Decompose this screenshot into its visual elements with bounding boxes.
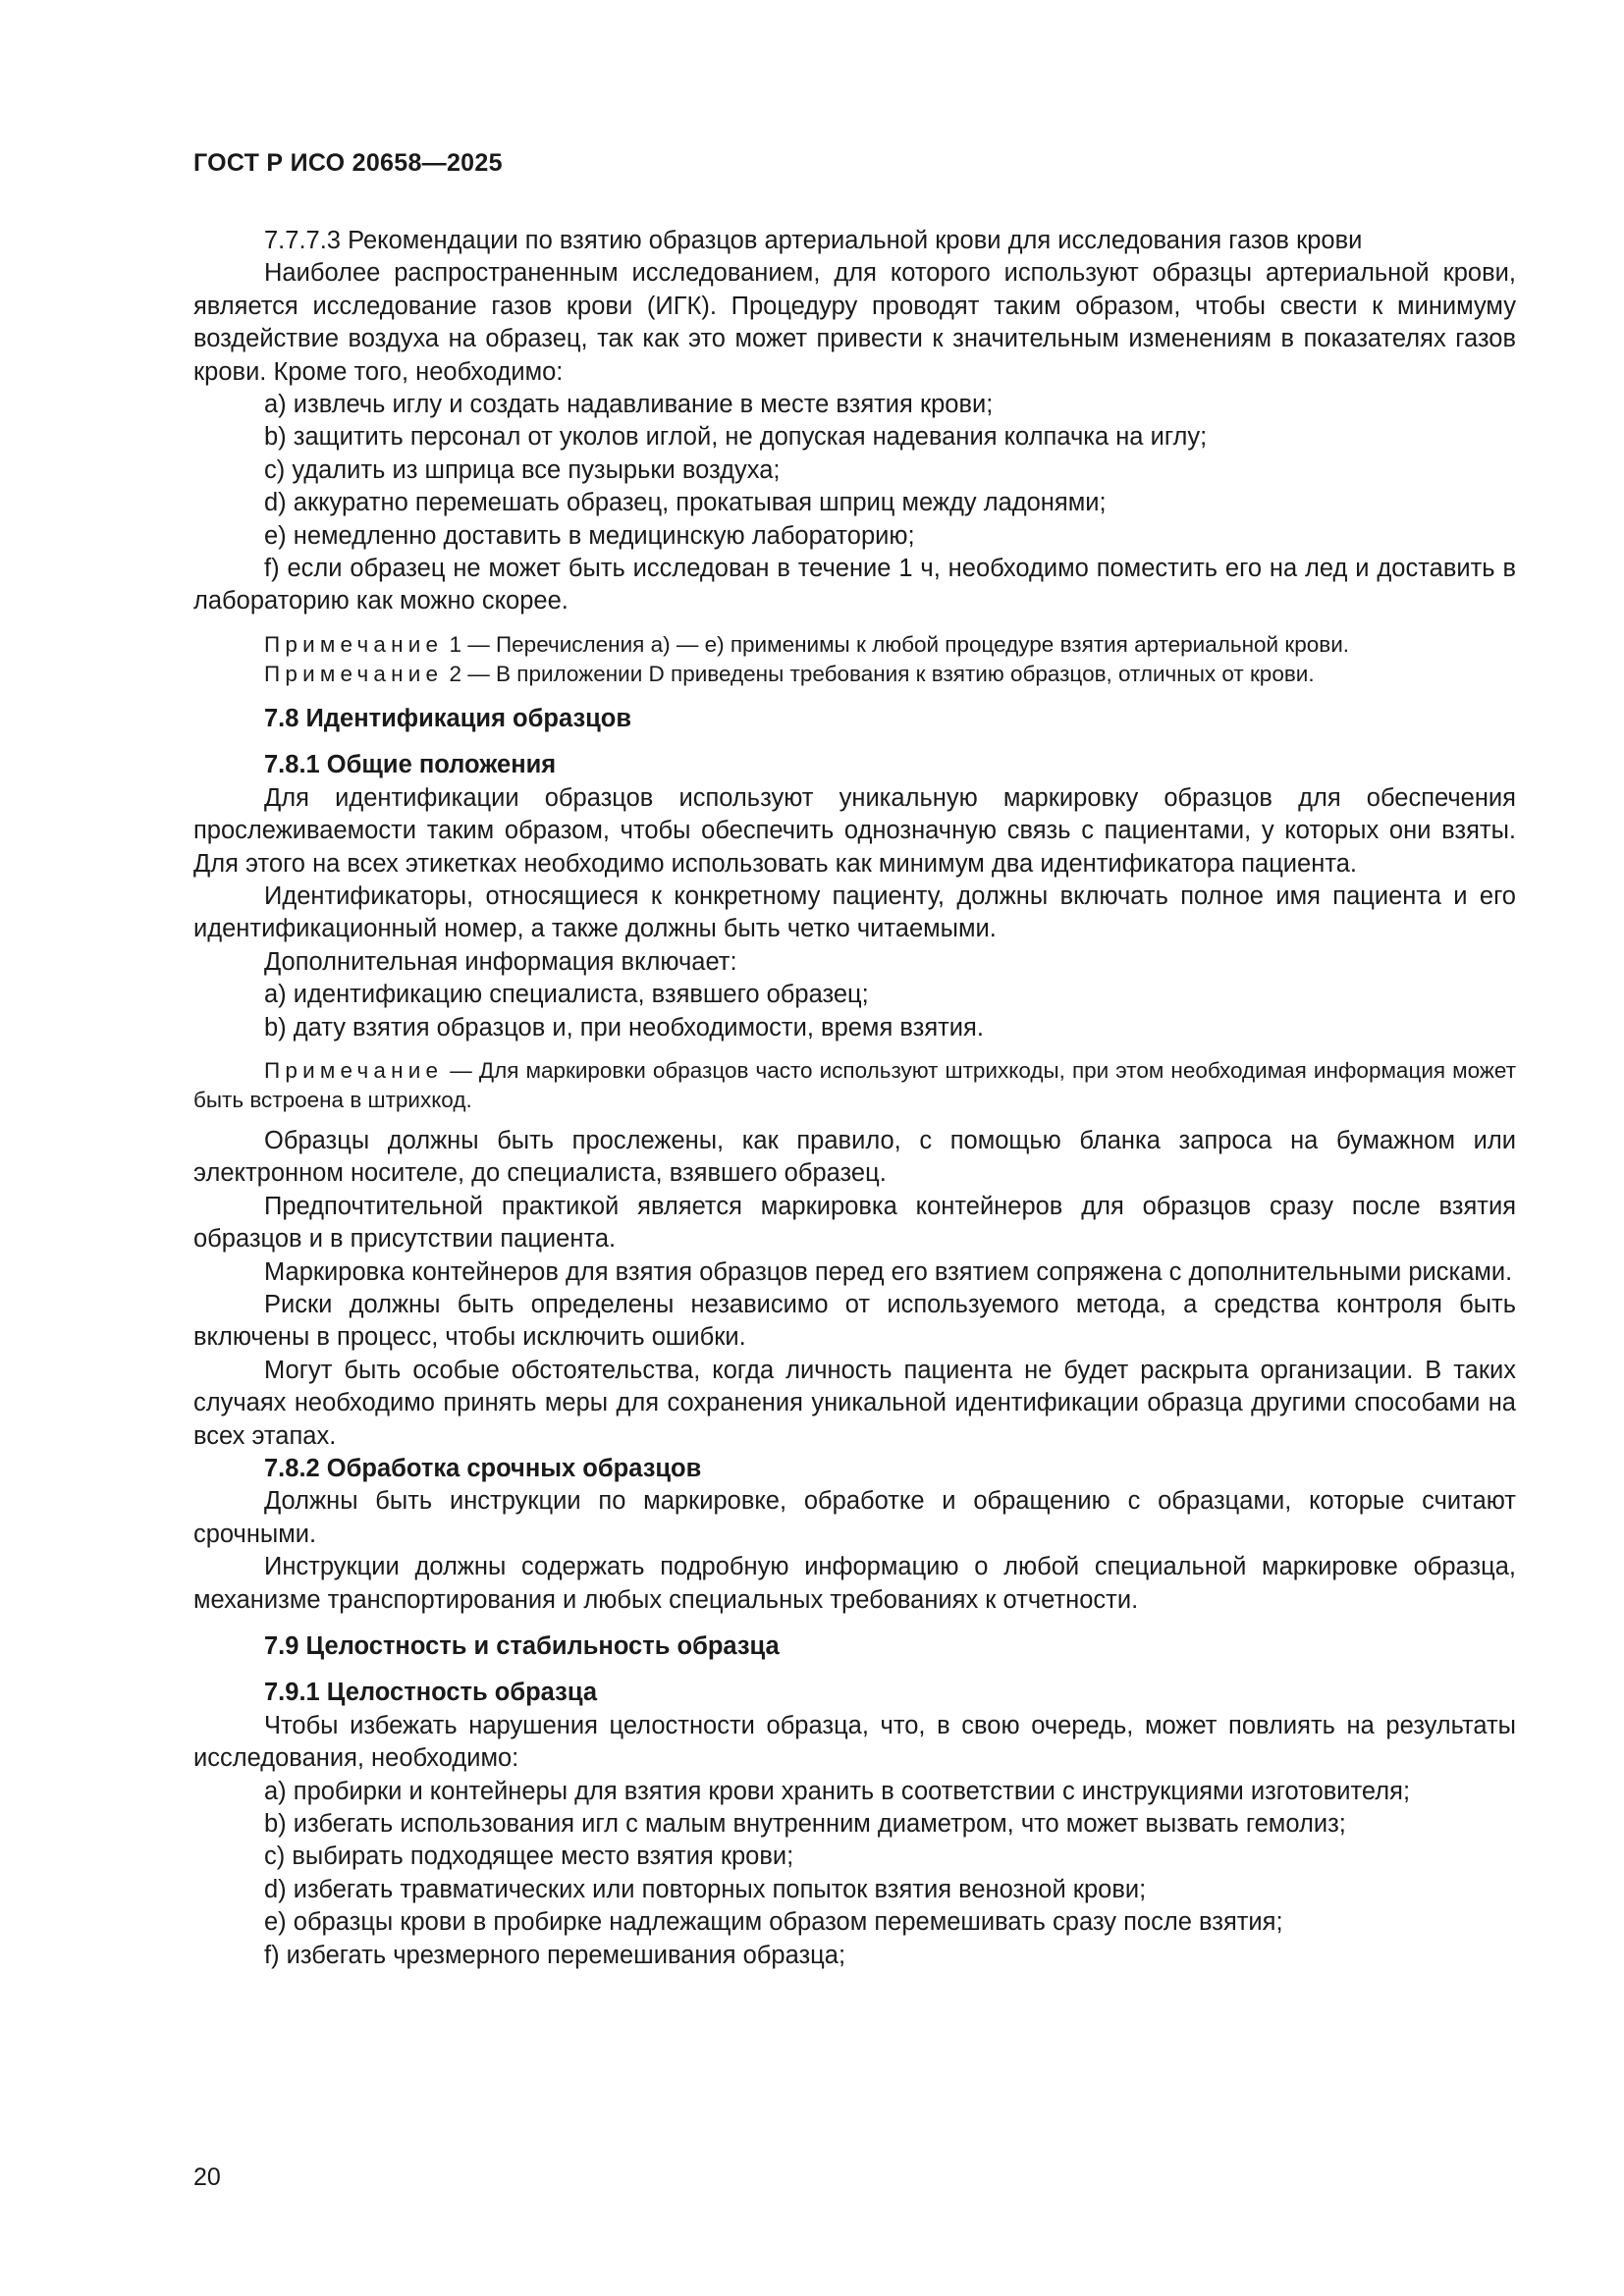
document-header: ГОСТ Р ИСО 20658—2025 bbox=[193, 149, 503, 177]
note-text: 1 — Перечисления a) — e) применимы к любой процедуре взятия артериальной крови. bbox=[443, 631, 1350, 657]
section-heading: 7.9 Целостность и стабильность образца bbox=[264, 1632, 780, 1661]
paragraph: Чтобы избежать нарушения целостности образца, что, в свою очередь, может повлиять на результаты исследования, необходимо: bbox=[193, 1711, 1516, 1773]
paragraph: Дополнительная информация включает: bbox=[264, 947, 737, 976]
list-item: b) дату взятия образцов и, при необходимости, время взятия. bbox=[264, 1013, 984, 1041]
note bbox=[193, 660, 1516, 689]
list-item: a) пробирки и контейнеры для взятия крови хранить в соответствии с инструкциями изготовителя; bbox=[264, 1777, 1411, 1805]
list-item: d) избегать травматических или повторных попыток взятия венозной крови; bbox=[264, 1875, 1147, 1903]
list-item: f) если образец не может быть исследован в течение 1 ч, необходимо поместить его на лед и доставить в лабораторию как можно скорее. bbox=[193, 555, 1516, 615]
subsection-heading: 7.8.1 Общие положения bbox=[264, 751, 557, 779]
note-label: Примечание bbox=[264, 1057, 444, 1083]
paragraph: Для идентификации образцов используют уникальную маркировку образцов для обеспечения прослеживаемости таким образом, чтобы обеспечить однозначную связь с пациентами, у которых они взяты. Для этого на всех этикетках необходимо использовать как минимум два идентификатора пациента. bbox=[193, 783, 1516, 878]
paragraph: Могут быть особые обстоятельства, когда личность пациента не будет раскрыта организации. В таких случаях необходимо принять меры для сохранения уникальной идентификации образца другими способами на всех этапах. bbox=[193, 1356, 1516, 1450]
paragraph: Предпочтительной практикой является маркировка контейнеров для образцов сразу после взятия образцов и в присутствии пациента. bbox=[193, 1192, 1516, 1254]
paragraph: Инструкции должны содержать подробную информацию о любой специальной маркировке образца, механизме транспортирования и любых специальных требованиях к отчетности. bbox=[193, 1553, 1516, 1614]
section-heading: 7.8 Идентификация образцов bbox=[264, 704, 632, 732]
note-label: Примечание bbox=[264, 631, 444, 657]
list-item: b) защитить персонал от уколов иглой, не допуская надевания колпачка на иглу; bbox=[264, 423, 1208, 452]
list-item: d) аккуратно перемешать образец, прокатывая шприц между ладонями; bbox=[264, 489, 1107, 517]
paragraph: Должны быть инструкции по маркировке, обработке и обращению с образцами, которые считают срочными. bbox=[193, 1487, 1516, 1548]
list-item: b) избегать использования игл с малым внутренним диаметром, что может вызвать гемолиз; bbox=[264, 1810, 1346, 1839]
list-item: a) идентификацию специалиста, взявшего образец; bbox=[264, 981, 869, 1009]
subsection-heading: 7.9.1 Целостность образца bbox=[264, 1679, 598, 1707]
note-text: 2 — В приложении D приведены требования к взятию образцов, отличных от крови. bbox=[443, 661, 1315, 686]
clause-7773-paragraph: Наиболее распространенным исследованием, для которого используют образцы артериальной крови, является исследование газов крови (ИГК). Процедуру проводят таким образом, чтобы свести к минимуму воздействие воздуха на образец, так как это может привести к значительным изменениям в показателях газов крови. Кроме того, необходимо: bbox=[193, 259, 1516, 386]
list-item: e) образцы крови в пробирке надлежащим образом перемешивать сразу после взятия; bbox=[264, 1908, 1283, 1937]
note bbox=[193, 1056, 1516, 1115]
note-text: — Для маркировки образцов часто используют штрихкоды, при этом необходимая информация может быть встроена в штрихкод. bbox=[193, 1057, 1516, 1112]
subsection-heading: 7.8.2 Обработка срочных образцов bbox=[264, 1455, 702, 1482]
paragraph: Риски должны быть определены независимо от используемого метода, а средства контроля быть включены в процесс, чтобы исключить ошибки. bbox=[193, 1290, 1516, 1352]
note bbox=[193, 630, 1516, 660]
paragraph: Образцы должны быть прослежены, как правило, с помощью бланка запроса на бумажном или электронном носителе, до специалиста, взявшего образец. bbox=[193, 1126, 1516, 1188]
list-item: c) удалить из шприца все пузырьки воздуха; bbox=[264, 455, 781, 484]
notes-block bbox=[193, 1056, 1516, 1115]
paragraph: Маркировка контейнеров для взятия образцов перед его взятием сопряжена с дополнительными рисками. bbox=[264, 1257, 1513, 1286]
list-item: f) избегать чрезмерного перемешивания образца; bbox=[264, 1941, 846, 1969]
list-item: a) извлечь иглу и создать надавливание в месте взятия крови; bbox=[264, 391, 994, 419]
paragraph: Идентификаторы, относящиеся к конкретному пациенту, должны включать полное имя пациента и его идентификационный номер, а также должны быть четко читаемыми. bbox=[193, 881, 1516, 943]
list-item: e) немедленно доставить в медицинскую лабораторию; bbox=[264, 521, 915, 550]
note-label: Примечание bbox=[264, 661, 444, 686]
list-item: c) выбирать подходящее место взятия крови; bbox=[264, 1842, 794, 1871]
page-content bbox=[193, 225, 1516, 1972]
notes-block bbox=[193, 630, 1516, 689]
clause-7773-title: 7.7.7.3 Рекомендации по взятию образцов артериальной крови для исследования газов крови bbox=[264, 227, 1363, 254]
page-number: 20 bbox=[193, 2163, 221, 2191]
